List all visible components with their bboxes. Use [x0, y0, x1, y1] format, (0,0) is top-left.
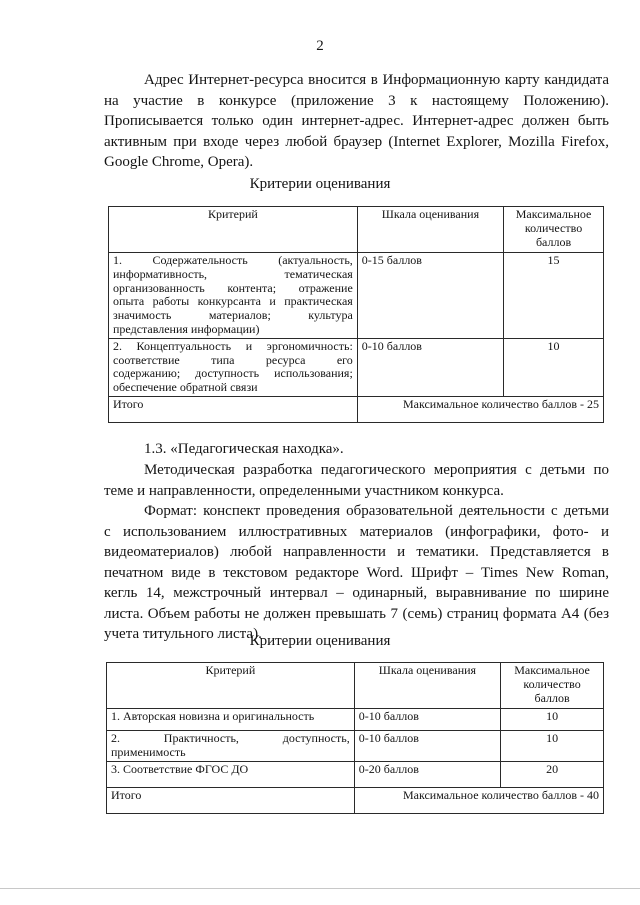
text-line: теме и направленности, определенными участником конкурса.: [104, 482, 504, 499]
text-line: печатном виде в текстовом редакторе Word. Шрифт – Times New Roman,: [104, 564, 609, 581]
criterion-line: 2. Практичность, доступность,: [111, 731, 350, 745]
criterion-cell: [107, 761, 355, 787]
heading-line: 1.3. «Педагогическая находка».: [144, 441, 344, 457]
criterion-cell: [107, 709, 355, 731]
scale-cell: 0-10 баллов: [357, 338, 503, 396]
header-max-line: количество: [523, 676, 581, 691]
text-line: учета титульного листа).: [104, 626, 262, 642]
table-total-row: [109, 396, 604, 422]
total-value-cell: Максимальное количество баллов - 40: [354, 787, 603, 813]
criterion-cell: [109, 338, 358, 396]
total-label-cell: Итого: [109, 396, 358, 422]
criterion-line: содержанию; доступность использования;: [113, 366, 353, 381]
table-row: [107, 761, 604, 787]
criterion-cell: [109, 253, 358, 339]
criterion-line: применимость: [111, 744, 186, 759]
table-row: [109, 338, 604, 396]
header-max-line: баллов: [534, 690, 570, 705]
scale-cell: 0-15 баллов: [357, 253, 503, 339]
criterion-line: организованность контента; отражение: [113, 280, 353, 295]
max-cell: 20: [501, 761, 604, 787]
table-header-row: [109, 207, 604, 253]
table-row: [107, 709, 604, 731]
max-cell: 10: [501, 731, 604, 762]
header-max: [501, 663, 604, 709]
text-line: с использованием иллюстративных материалов (инфографики, фото- и: [104, 523, 609, 540]
text-line: листа. Объем работы не должен превышать 7 (семь) страниц формата А4 (без: [104, 605, 609, 622]
text-line: Формат: конспект проведения образовательной деятельности с детьми: [144, 503, 609, 519]
section-paragraph-2: [104, 501, 609, 645]
text-line: Google Chrome, Opera).: [104, 154, 254, 170]
table-total-row: [107, 787, 604, 813]
total-label-cell: Итого: [107, 787, 355, 813]
criterion-line: опыта работы конкурсанта и практическая: [113, 294, 353, 309]
criterion-line: обеспечение обратной связи: [113, 380, 258, 395]
max-cell: 10: [504, 338, 604, 396]
text-line: Адрес Интернет-ресурса вносится в Информационную карту кандидата: [144, 72, 609, 88]
max-cell: 10: [501, 709, 604, 731]
text-line: видеоматериалов) любой направленности и тематики. Представляется в: [104, 544, 609, 560]
criterion-line: соответствие типа ресурса его: [113, 352, 353, 367]
text-line: активным при входе через любой браузер (Internet Explorer, Mozilla Firefox,: [104, 133, 609, 150]
header-criterion: Критерий: [109, 207, 358, 253]
scale-cell: 0-20 баллов: [354, 761, 500, 787]
scale-cell: 0-10 баллов: [354, 731, 500, 762]
section-heading: [104, 439, 609, 460]
header-max: [504, 207, 604, 253]
text-line: кегль 14, межстрочный интервал – одинарный, выравнивание по ширине: [104, 585, 609, 601]
section-paragraph-1: [104, 460, 609, 501]
table2-caption: Критерии оценивания: [249, 633, 391, 649]
criterion-cell: [107, 731, 355, 762]
header-max-line: баллов: [535, 234, 572, 249]
table-header-row: [107, 663, 604, 709]
header-max-line: Максимальное: [514, 663, 590, 677]
header-scale: Шкала оценивания: [357, 207, 503, 253]
table-row: [107, 731, 604, 762]
header-max-line: количество: [524, 220, 583, 235]
criterion-line: представления информации): [113, 321, 260, 336]
criteria-table-1: [108, 206, 604, 423]
criterion-line: значимость материалов; культура: [113, 308, 353, 323]
header-scale: Шкала оценивания: [354, 663, 500, 709]
table-row: [109, 253, 604, 339]
page-number: 2: [316, 38, 324, 54]
total-value-cell: Максимальное количество баллов - 25: [357, 396, 603, 422]
text-line: на участие в конкурсе (приложение 3 к настоящему Положению).: [104, 92, 609, 109]
text-line: Прописывается только один интернет-адрес. Интернет-адрес должен быть: [104, 113, 609, 129]
criteria-table-2: [106, 662, 604, 814]
header-max-line: Максимальное: [515, 207, 592, 221]
header-criterion: Критерий: [107, 663, 355, 709]
criterion-line: 1. Содержательность (актуальность,: [113, 253, 353, 267]
criterion-line: 1. Авторская новизна и оригинальность: [111, 709, 315, 723]
text-line: Методическая разработка педагогического мероприятия с детьми по: [144, 462, 609, 478]
criterion-line: информативность, тематическая: [113, 266, 353, 281]
criterion-line: 2. Концептуальность и эргономичность:: [113, 338, 353, 353]
scan-edge-line: [0, 888, 640, 889]
table1-caption: Критерии оценивания: [249, 176, 391, 192]
scale-cell: 0-10 баллов: [354, 709, 500, 731]
criterion-line: 3. Соответствие ФГОС ДО: [111, 761, 249, 776]
intro-paragraph: [104, 70, 609, 173]
max-cell: 15: [504, 253, 604, 339]
